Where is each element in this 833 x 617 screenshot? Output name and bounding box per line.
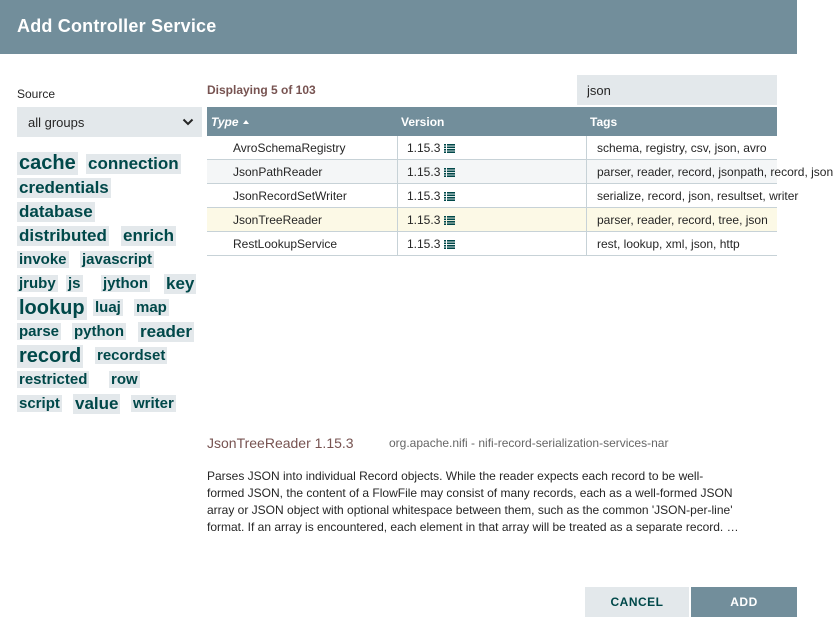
- row-type: JsonRecordSetWriter: [233, 189, 347, 203]
- row-tags: rest, lookup, xml, json, http: [597, 237, 740, 251]
- filter-input[interactable]: [577, 75, 777, 105]
- tag-connection[interactable]: connection: [88, 154, 179, 173]
- tag-value[interactable]: value: [75, 394, 119, 413]
- row-tags: parser, reader, record, tree, json: [597, 213, 768, 227]
- cancel-button[interactable]: CANCEL: [585, 587, 689, 617]
- detail-title: JsonTreeReader 1.15.3: [207, 435, 354, 451]
- table-row[interactable]: [207, 232, 777, 256]
- row-version: 1.15.3: [407, 189, 587, 203]
- column-header-type[interactable]: Type: [211, 115, 249, 129]
- row-version: 1.15.3: [407, 165, 587, 179]
- source-selected-value: all groups: [28, 114, 85, 130]
- row-version: 1.15.3: [407, 141, 587, 155]
- row-type: JsonTreeReader: [233, 213, 322, 227]
- tag-python[interactable]: python: [74, 323, 124, 340]
- source-dropdown[interactable]: [17, 107, 202, 137]
- description-line: array or JSON object with optional whitespace between them, such as the common 'JSON-per-line': [207, 503, 733, 517]
- tag-lookup[interactable]: lookup: [19, 297, 85, 319]
- tag-parse[interactable]: parse: [19, 323, 60, 340]
- sort-ascending-icon: [243, 120, 249, 124]
- tag-js[interactable]: js: [68, 275, 81, 292]
- list-icon: [444, 144, 455, 153]
- dialog-header: [0, 0, 797, 54]
- row-version: 1.15.3: [407, 213, 587, 227]
- list-icon: [444, 192, 455, 201]
- list-icon: [444, 168, 455, 177]
- tag-credentials[interactable]: credentials: [19, 178, 109, 197]
- results-count: Displaying 5 of 103: [207, 83, 316, 97]
- tag-reader[interactable]: reader: [140, 322, 192, 341]
- tag-restricted[interactable]: restricted: [19, 371, 88, 388]
- table-row[interactable]: [207, 136, 777, 160]
- table-row[interactable]: [207, 160, 833, 184]
- tag-enrich[interactable]: enrich: [123, 226, 175, 245]
- row-type: JsonPathReader: [233, 165, 323, 179]
- tag-row[interactable]: row: [111, 371, 138, 388]
- tag-invoke[interactable]: invoke: [19, 251, 67, 268]
- tag-jruby[interactable]: jruby: [19, 275, 56, 292]
- description-line: Parses JSON into individual Record objects. While the reader expects each record to be well-: [207, 469, 704, 483]
- column-header-version[interactable]: Version: [401, 115, 445, 129]
- tag-database[interactable]: database: [19, 202, 93, 221]
- column-header-tags[interactable]: Tags: [590, 115, 618, 129]
- tag-recordset[interactable]: recordset: [97, 347, 166, 364]
- add-button[interactable]: ADD: [691, 587, 797, 617]
- tag-luaj[interactable]: luaj: [95, 299, 121, 316]
- tag-distributed[interactable]: distributed: [19, 226, 107, 245]
- table-header: [207, 107, 777, 136]
- row-tags: parser, reader, record, jsonpath, record, json: [597, 165, 833, 179]
- row-tags: serialize, record, json, resultset, writer: [597, 189, 799, 203]
- tag-script[interactable]: script: [19, 395, 60, 412]
- source-label: Source: [17, 87, 56, 101]
- list-icon: [444, 240, 455, 249]
- tag-writer[interactable]: writer: [133, 395, 174, 412]
- row-version: 1.15.3: [407, 237, 587, 251]
- row-tags: schema, registry, csv, json, avro: [597, 141, 767, 155]
- detail-bundle: org.apache.nifi - nifi-record-serialization-services-nar: [389, 436, 669, 450]
- service-type-table: [207, 107, 833, 256]
- description-line: formed JSON, the content of a FlowFile may consist of many records, each as a well-formed JSON: [207, 486, 733, 500]
- row-type: AvroSchemaRegistry: [233, 141, 346, 155]
- tag-javascript[interactable]: javascript: [82, 251, 153, 268]
- table-row[interactable]: [207, 184, 799, 208]
- dialog-title: Add Controller Service: [17, 16, 217, 36]
- detail-description: [207, 468, 777, 536]
- tag-map[interactable]: map: [136, 299, 167, 316]
- tag-key[interactable]: key: [166, 274, 195, 293]
- tag-record[interactable]: record: [19, 345, 82, 367]
- tag-cache[interactable]: cache: [19, 152, 76, 174]
- row-type: RestLookupService: [233, 237, 338, 251]
- tag-jython[interactable]: jython: [103, 275, 148, 292]
- table-row-selected[interactable]: [207, 208, 777, 232]
- list-icon: [444, 216, 455, 225]
- chevron-down-icon: [182, 116, 194, 128]
- description-line: format. If an array is encountered, each element in that array will be treated as a separate record. …: [207, 520, 739, 534]
